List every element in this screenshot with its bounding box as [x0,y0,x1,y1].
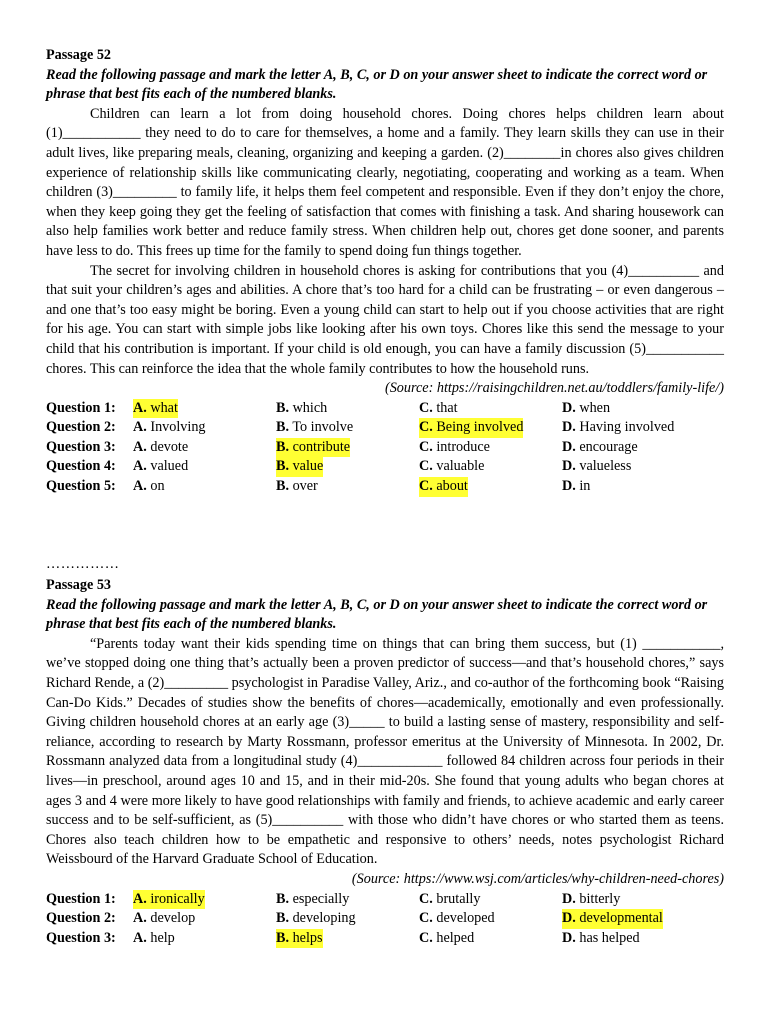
option-c[interactable] [419,457,484,477]
option-text: contribute [292,438,351,455]
option-text: introduce [436,438,490,455]
option-c[interactable] [419,399,458,419]
option-text: developing [292,910,356,927]
option-text: about [436,478,468,495]
option-text: developed [436,910,495,927]
question-label: Question 2: [46,419,116,436]
question-row [46,477,724,497]
option-letter: D. [562,419,576,436]
question-list [46,399,724,497]
question-row [46,929,724,949]
option-b[interactable] [276,399,327,419]
option-letter: D. [562,910,576,927]
option-letter: A. [133,399,147,416]
question-list [46,890,724,949]
option-c[interactable] [419,929,474,949]
option-text: that [436,399,458,416]
option-c[interactable] [419,438,490,458]
option-text: helped [436,929,475,946]
question-label: Question 2: [46,910,116,927]
question-row [46,457,724,477]
option-c[interactable] [419,909,495,929]
option-a[interactable] [133,477,165,497]
option-text: on [150,478,165,495]
option-letter: B. [276,910,290,927]
option-a[interactable] [133,438,188,458]
option-text: in [579,478,591,495]
option-letter: B. [276,438,290,455]
option-text: develop [150,910,196,927]
option-letter: C. [419,890,433,907]
passage-title: Passage 53 [46,577,112,593]
option-d[interactable] [562,438,638,458]
option-c[interactable] [419,477,468,497]
source-citation: (Source: https://www.wsj.com/articles/why-children-need-chores) [351,870,724,887]
option-text: helps [292,929,323,946]
option-letter: D. [562,399,576,416]
option-text: over [292,478,318,495]
option-text: Involving [150,419,206,436]
option-d[interactable] [562,890,620,910]
passage-instruction: Read the following passage and mark the letter A, B, C, or D on your answer sheet to indicate the correct word or phrase that best fits each of the numbered blanks. [46,66,708,103]
option-a[interactable] [133,909,195,929]
option-letter: A. [133,419,147,436]
separator-dots: …………… [46,556,120,572]
paragraph: “Parents today want their kids spending time on things that can bring them success, but (1) ___________, we’ve stopped doing one thing that’s actually been a proven predictor of success—and that’s household chores,” says Richard Rende, a (2)_________ psychologist in Paradise Valley, Ariz., and co-author of the forthcoming book “Raising Can-Do Kids.” Decades of studies show the benefits of chores—academically, emotionally and even professionally. Giving children household chores at an early age (3)_____ to build a lasting sense of mastery, responsibility and self-reliance, according to research by Marty Rossmann, professor emeritus at the University of Minnesota. In 2002, Dr. Rossmann analyzed data from a longitudinal study (4)____________ followed 84 children across four periods in their lives—in preschool, around ages 10 and 15, and in their mid-20s. She found that young adults who began chores at ages 3 and 4 were more likely to have good relationships with family and friends, to achieve academic and early career success and to be self-sufficient, as (5)__________ with those who didn’t have chores or who started them as teens. Chores also teach children how to be empathetic and responsive to others’ needs, notes psychologist Richard Weissbourd of the Harvard Graduate School of Education. [46,635,724,868]
option-d[interactable] [562,929,640,949]
option-text: when [579,399,611,416]
option-letter: C. [419,929,433,946]
question-label: Question 1: [46,399,116,416]
option-a[interactable] [133,929,175,949]
option-text: Having involved [579,419,675,436]
option-c[interactable] [419,418,523,438]
option-letter: D. [562,458,576,475]
option-letter: A. [133,910,147,927]
option-letter: C. [419,458,433,475]
option-text: ironically [150,890,205,907]
option-text: what [150,399,178,416]
option-letter: D. [562,438,576,455]
passage-body [46,635,724,870]
option-text: which [292,399,328,416]
question-label: Question 3: [46,929,116,946]
option-text: devote [150,438,189,455]
option-text: Being involved [436,419,524,436]
passage-52 [46,46,724,497]
option-letter: A. [133,890,147,907]
option-letter: C. [419,438,433,455]
question-label: Question 3: [46,438,116,455]
option-text: developmental [579,910,663,927]
option-text: encourage [579,438,638,455]
option-a[interactable] [133,890,205,910]
option-text: To involve [292,419,354,436]
option-b[interactable] [276,457,323,477]
option-letter: C. [419,478,433,495]
option-a[interactable] [133,418,206,438]
passage-53 [46,576,724,948]
option-text: bitterly [579,890,621,907]
question-row [46,438,724,458]
question-row [46,890,724,910]
option-letter: B. [276,399,290,416]
paragraph: The secret for involving children in household chores is asking for contributions that you (4)__________ and that suit your children’s ages and abilities. A chore that’s too hard for a child can be frustrating – or even dangerous – and one that’s too easy might be boring. Even a young child can start to help out if you choose activities that are right for his age. You can start with simple jobs like looking after his own toys. Chores like this send the message to your child that his contribution is important. If your child is old enough, you can have a family discussion (5)___________ chores. This can reinforce the idea that the whole family contributes to how the household runs. [46,262,724,377]
option-letter: A. [133,458,147,475]
question-row [46,909,724,929]
option-letter: B. [276,929,290,946]
question-label: Question 5: [46,478,116,495]
option-letter: B. [276,419,290,436]
option-b[interactable] [276,477,318,497]
option-letter: C. [419,910,433,927]
option-a[interactable] [133,457,188,477]
option-letter: B. [276,890,290,907]
passage-title: Passage 52 [46,47,112,63]
option-letter: D. [562,478,576,495]
option-d[interactable] [562,418,674,438]
option-letter: C. [419,399,433,416]
option-b[interactable] [276,909,356,929]
paragraph: Children can learn a lot from doing household chores. Doing chores helps children learn about (1)___________ they need to do to care for themselves, a home and a family. They learn skills they can use in their adult lives, like preparing meals, cleaning, organizing and keeping a garden. (2)________in chores also gives children experience of relationship skills like communicating clearly, negotiating, cooperating and working as a team. When children (3)_________ to family life, it helps them feel competent and responsible. Even if they don’t enjoy the chore, when they keep going they get the feeling of satisfaction that comes with finishing a task. And sharing housework can also help families work better and reduce family stress. When children help out, chores get done sooner, and parents have less to do. This frees up time for the family to spend doing fun things together. [46,105,724,259]
question-label: Question 4: [46,458,116,475]
option-text: value [292,458,324,475]
option-text: especially [292,890,350,907]
question-row [46,418,724,438]
option-text: valued [150,458,189,475]
option-text: has helped [579,929,640,946]
option-text: brutally [436,890,481,907]
option-text: valuable [436,458,485,475]
option-c[interactable] [419,890,480,910]
option-d[interactable] [562,909,663,929]
source-citation: (Source: https://raisingchildren.net.au/toddlers/family-life/) [384,380,724,397]
option-letter: B. [276,458,290,475]
passage-instruction: Read the following passage and mark the letter A, B, C, or D on your answer sheet to indicate the correct word or phrase that best fits each of the numbered blanks. [46,596,708,633]
option-letter: C. [419,419,433,436]
option-b[interactable] [276,418,353,438]
option-letter: D. [562,929,576,946]
option-letter: D. [562,890,576,907]
option-b[interactable] [276,438,350,458]
option-text: valueless [579,458,632,475]
passage-body [46,105,724,379]
option-letter: A. [133,929,147,946]
option-text: help [150,929,175,946]
option-d[interactable] [562,457,631,477]
option-d[interactable] [562,477,590,497]
option-letter: A. [133,438,147,455]
option-b[interactable] [276,929,323,949]
option-letter: B. [276,478,290,495]
option-b[interactable] [276,890,349,910]
option-d[interactable] [562,399,610,419]
option-letter: A. [133,478,147,495]
question-row [46,399,724,419]
question-label: Question 1: [46,890,116,907]
option-a[interactable] [133,399,178,419]
